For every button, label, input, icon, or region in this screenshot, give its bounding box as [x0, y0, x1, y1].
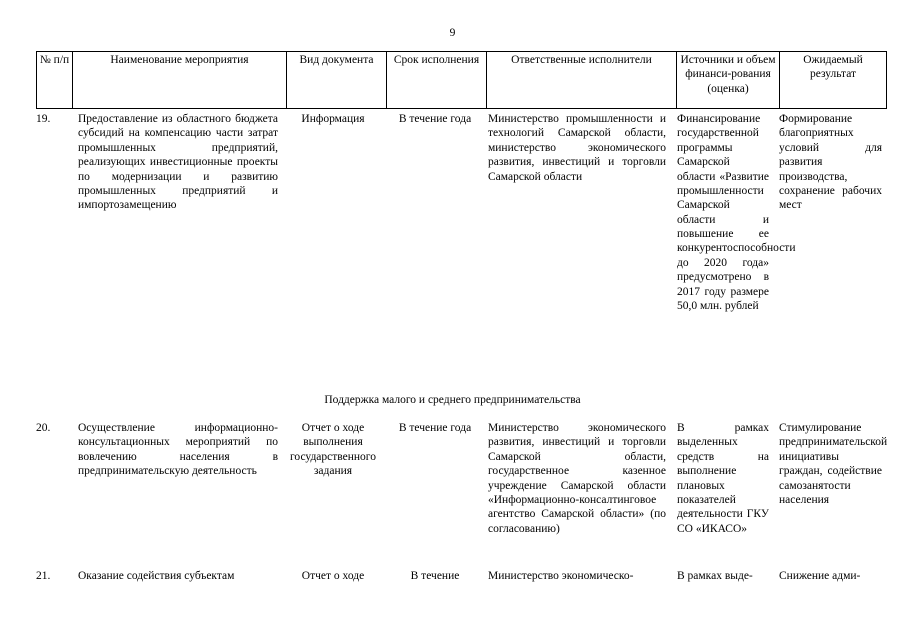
header-row [37, 52, 887, 109]
header-funding: Источники и объем финанси-рования (оценка) [677, 52, 780, 109]
row-executors: Министерство экономическо- [488, 570, 634, 582]
header-term: Срок исполнения [387, 52, 487, 109]
header-result: Ожидаемый результат [780, 52, 887, 109]
row-funding: Финансирование государственной программы Самарской области «Развитие промышленности Самарской области и повышение ее конкурентоспособности до 2020 года» предусмотрено в 2017 году размере 50,0 млн. рублей [677, 113, 796, 312]
row-doc: Информация [301, 113, 365, 125]
row-name: Оказание содействия субъектам [78, 570, 235, 582]
row-funding: В рамках выде- [677, 570, 753, 582]
header-executors: Ответственные исполнители [487, 52, 677, 109]
header-name: Наименование мероприятия [73, 52, 287, 109]
row-result: Стимулирование предпринимательской инициативы граждан, содействие самозанятости населения [779, 422, 888, 506]
header-doc: Вид документа [287, 52, 387, 109]
row-name: Осуществление информационно-консультационных мероприятий по вовлечению населения в предпринимательскую деятельность [78, 422, 278, 478]
section-title: Поддержка малого и среднего предпринимательства [324, 394, 581, 406]
row-executors: Министерство промышленности и технологий Самарской области, министерство экономического развития, инвестиций и торговли Самарской области [488, 113, 666, 183]
row-result: Формирование благоприятных условий для развития производства, сохранение рабочих мест [779, 113, 882, 212]
row-term: В течение года [398, 422, 472, 434]
row-number: 19. [36, 113, 51, 125]
row-doc: Отчет о ходе выполнения государственного задания [290, 422, 376, 478]
row-funding: В рамках выделенных средств на выполнение плановых показателей деятельности ГКУ СО «ИКАСО» [677, 422, 769, 535]
row-doc: Отчет о ходе [301, 570, 365, 582]
row-name: Предоставление из областного бюджета субсидий на компенсацию части затрат промышленных предприятий, реализующих инвестиционные проекты по модернизации и развитию промышленных предприятий и импортозамещению [78, 113, 278, 212]
row-result: Снижение адми- [779, 570, 861, 582]
row-executors: Министерство экономического развития, инвестиций и торговли Самарской области, государственное казенное учреждение Самарской области «Информационно-консалтинговое агентство Самарской области» (по согласованию) [488, 422, 666, 535]
page-number: 9 [449, 27, 456, 39]
row-term: В течение [410, 570, 460, 582]
row-number: 21. [36, 570, 51, 582]
header-num: № п/п [37, 52, 73, 109]
row-term: В течение года [398, 113, 472, 125]
row-number: 20. [36, 422, 51, 434]
table-header [36, 51, 887, 109]
